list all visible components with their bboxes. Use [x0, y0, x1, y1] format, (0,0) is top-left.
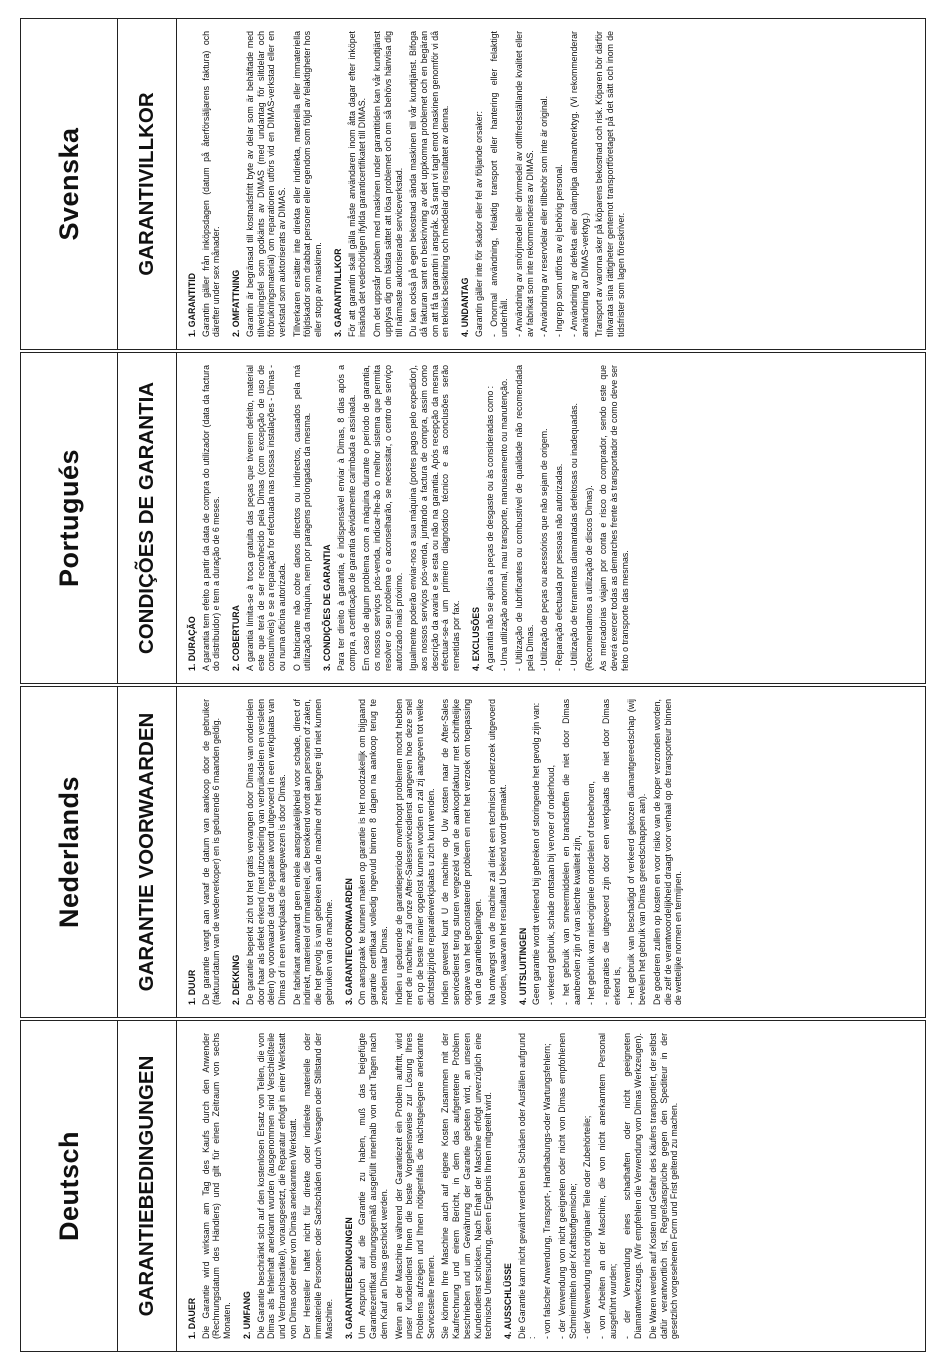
section-body	[177, 19, 626, 349]
clause-paragraph: - von Arbeiten an der Maschine, die von nicht anerkanntem Personal ausgeführt wurden;	[597, 1033, 618, 1339]
language-heading: Deutsch	[21, 1021, 118, 1351]
clause-paragraph: - von falscher Anwendung, Transport-, Handhabungs-oder Wartungsfehlern;	[542, 1043, 553, 1339]
clause-paragraph: Geen garantie wordt verleend bij gebreken of storingende het gevolg zijn van:	[531, 702, 542, 1005]
clause-heading: 1. DUUR	[187, 969, 197, 1005]
section-title: GARANTIEBEDINGUNGEN	[118, 1021, 177, 1351]
clause-paragraph: - Reparação efectuada por pessoas não autorizadas.	[554, 463, 565, 671]
clause-paragraph: As mercadorias viajam por conta e risco do comprador, sendo este que deverá exercer todas as demarches frente às transportador de como deve ser feito o transporte das mesmas.	[598, 365, 630, 671]
clause-paragraph: - Utilização de peças ou acessórios que não sejam de origem.	[539, 428, 550, 671]
section-body	[177, 1021, 680, 1351]
clause-paragraph: A garantia tem efeito a partir da data de compra do utilizador (data da factura do distribuidor) e tem a duração de 6 meses.	[200, 365, 222, 671]
clause-paragraph: Tillverkaren ersätter inte direkta eller indirekta, materiella eller immateriella följdskador som drabbat personer eller egendom som följd av felaktigheter hos eller stopp av maskinen.	[291, 31, 324, 337]
clause-paragraph: - reparaties die uitgevoerd zijn door een werkplaats die niet door Dimas erkend is,	[601, 699, 622, 1005]
clause-paragraph: Om det uppstår problem med maskinen under garantitiden kan vår kundtjänst upplysa dig om bästa sättet att lösa problemet och om så behövs hänvisa dig till närmaste auktoriserade serviceverkstad.	[372, 31, 404, 337]
clause-paragraph: A garantia não se aplica a peças de desgaste ou às consideradas como :	[484, 385, 495, 671]
clause-heading: 3. GARANTIEVOORWAARDEN	[343, 878, 354, 1005]
clause-paragraph: Du kan också på egen bekostnad sända maskinen till vår kundtjänst. Bifoga då fakturan samt en beskrivning av det uppkomna problemet och en begäran om att få ta garantin i anspråk. Så snart vi tagit emot maskinen genomför vi då en teknisk besiktning och meddelar dig resultatet av denna.	[408, 31, 451, 337]
clause-paragraph: Om aanspraak te kunnen maken op garantie is het noodzakelijk om bijgaand garantie certifikaat volledig ingevuld binnen 8 dagen na aankoop terug te zenden naar Dimas.	[357, 699, 389, 1005]
clause-heading: 2. OMFATTNING	[231, 269, 242, 337]
clause-heading: 4. UITSLUITINGEN	[517, 927, 528, 1005]
clause-paragraph: Die Garantie beschränkt sich auf den kostenlosen Ersatz von Teilen, die von Dimas als fehlerhaft anerkannt wurden (ausgenommen sind Verschleißteile und Verbrauchsartikel), vorausgesetzt, die Reparatur erfolgt in einer Werkstatt von Dimas oder einer von Dimas anerkannten Werkstatt.	[255, 1033, 298, 1339]
clause-paragraph: Transport av varorna sker på köparens bekostnad och risk. Köparen bör därför tillvarata sina rättigheter gentemot transportföretaget på det sätt och inom de tidsfrister som lagen föreskriver.	[594, 31, 626, 337]
section-deutsch	[20, 1020, 926, 1352]
clause-paragraph: - der Verwendung von nicht geeigneten oder nicht von Dimas empfohlenen Schmiermitteln oder Kraftstoffgemische;	[556, 1033, 578, 1339]
clause-heading: 2. UMFANG	[241, 1291, 252, 1339]
clause-paragraph: - het gebruik van niet-originele onderdelen of toebehoren,	[586, 781, 597, 1005]
clause-paragraph: Indien gewenst kunt U de machine op Uw kosten naar de After-Sales servicedienst terug sturen vergezeld van de aankoopfaktuur met schriftelijke opgave van het geconstateerde probleem en met het verzoek om toepassing van de garantiebepalingen.	[440, 699, 483, 1005]
language-heading: Portugués	[21, 353, 118, 683]
clause-paragraph: För att garantin skall gälla måste användaren inom åtta dagar efter inköpet insända det vederbörligen ifyllda garanticertifikatet till DIMAS.	[346, 31, 368, 337]
clause-paragraph: - Ingrepp som utförts av ej behörig personal.	[554, 164, 565, 337]
clause-paragraph: Garantin gäller från inköpsdagen (datum på återförsäljarens faktura) och därefter under sex månader.	[200, 31, 222, 337]
clause-heading: 2. DEKKING	[231, 954, 242, 1005]
language-heading: Svenska	[21, 19, 118, 349]
clause-paragraph: - Användning av defekta eller olämpliga diamantverktyg. (Vi rekommenderar användning av DIMAS-verktyg.)	[568, 31, 590, 337]
clause-paragraph: - Uma utilização anormal, mau transporte, manuseamento ou manutenção.	[499, 378, 510, 671]
clause-paragraph: Um Anspruch auf die Garantie zu haben, muß das beigefügte Garantiezertifikat ordnungsgemäß ausgefüllt innerhalb von acht Tagen nach dem Kauf an Dimas geschickt werden.	[357, 1033, 389, 1339]
clause-paragraph: O fabricante não cobre danos directos ou indirectos, causados pela má utilização da máquina, nem por paragens prolongadas da mesma.	[291, 365, 313, 671]
clause-paragraph: Garantin gäller inte för skador eller fel av följande orsaker:	[473, 111, 484, 337]
clause-paragraph: - Användning av smörjmedel eller drivmedel av otillfredsställande kvalitet eller av fabrikat som inte rekommenderas av DIMAS.	[513, 31, 535, 337]
section-nederlands	[20, 686, 926, 1018]
section-title: GARANTIE VOORWAARDEN	[118, 687, 177, 1017]
clause-paragraph: Die Garantie kann nicht gewährt werden bei Schäden oder Ausfällen aufgrund :	[516, 1033, 538, 1339]
clause-paragraph: Sie können Ihre Maschine auch auf eigene Kosten Zusammen mit der Kaufrechnung und einem Bericht, in dem das aufgetretene Problem beschrieben und um Gewährung der Garantie gebeten wird, an unseren Kundendienst schicken. Nach Erhalt der Maschine erfolgt unverzüglich eine technische Untersuchung, deren Ergebnis Ihnen mitgeteilt wird.	[440, 1033, 494, 1339]
clause-paragraph: De fabrikant aanvaardt geen enkele aansprakelijkheid voor schade, direct of indirekt, materieel of immaterieel, die berokkend wordt aan personen of zaken, die het gevolg is van gebreken aan de machine of het langere tijd niet kunnen gebruiken van de machine.	[291, 699, 334, 1005]
clause-paragraph: Die Waren werden auf Kosten und Gefahr des Käufers transportiert, der selbst dafür verantwortlich ist, Regreßansprüche gegen den Spediteur in der gesetzlich vorgesehenen Form und Frist geltend zu machen.	[647, 1033, 680, 1339]
clause-heading: 3. GARANTIEBEDINGUNGEN	[343, 1217, 354, 1339]
clause-heading: 1. GARANTITID	[187, 272, 197, 337]
section-portugués	[20, 352, 926, 684]
section-title: CONDIÇÕES DE GARANTIA	[118, 353, 177, 683]
clause-paragraph: - Utilização de ferramentas diamantadas defeitosas ou inadequadas.	[568, 403, 579, 671]
clause-heading: 4. EXCLUSÕES	[470, 606, 481, 671]
clause-paragraph: Wenn an der Maschine während der Garantiezeit ein Problem auftritt, wird unser Kundendienst Ihnen die beste Vorgehensweise zur Lösung Ihres Problems aufzeigen und Ihnen nötigenfalls die nächstgelegene anerkannte Servicestelle nennen.	[393, 1033, 436, 1339]
clause-paragraph: A garantia limita-se à troca gratuita das peças que tiverem defeito, material este que terá de ser reconhecido pela Dimas (com excepção de uso de consumíveis) e se a reparação for efectuada nas nossas instalações - Dimas - ou numa oficina autorizada.	[244, 365, 288, 671]
clause-paragraph: Igualmente poderão enviar-nos a sua máquina (portes pagos pelo expedidor), aos nossos serviços pós-venda, juntando a factura de compra, assim como descrição da avaria e se esta ou não na garantia. Após recepção da mesma efectuar-se-á um primeiro diagnóstico técnico e as conclusões serão remetidas por fax.	[408, 365, 462, 671]
section-title: GARANTIVILLKOR	[118, 19, 177, 349]
section-svenska	[20, 18, 926, 350]
clause-heading: 3. CONDIÇÕES DE GARANTIA	[322, 544, 333, 671]
clause-paragraph: (Recomendamos a utilização de discos Dimas).	[583, 485, 594, 671]
clause-paragraph: De garantie beperkt zich tot het gratis vervangen door Dimas van onderdelen door haar als defekt erkend (met uitzondering van verbruiksdelen en versleten delen) op voorwaarde dat de reparatie wordt uitgevoerd in een werkplaats van Dimas of in een werkplaats die aangewezen is door Dimas.	[244, 699, 288, 1005]
clause-paragraph: - Användning av reservdelar eller tillbehör som inte är original.	[539, 95, 550, 337]
clause-paragraph: - der Verwendung nicht originaler Teile oder Zubehörteile;	[582, 1115, 593, 1339]
clause-heading: 2. COBERTURA	[231, 605, 242, 671]
clause-paragraph: - Utilização de lubrificantes ou combustível de qualidade não recomendada pela Dimas.	[513, 365, 535, 671]
clause-paragraph: Die Garantie wird wirksam am Tag des Kaufs durch den Anwender (Rechnungsdatum des Händlers) und gilt für einen Zeitraum von sechs Monaten.	[200, 1033, 233, 1339]
clause-paragraph: De garantie vangt aan vanaf de datum van aankoop door de gebruiker (faktuurdatum van de wederverkoper) en is gedurende 6 maanden geldig.	[200, 699, 222, 1005]
clause-paragraph: - Onormal användning, felaktig transport eller hantering eller felaktigt underhåll.	[488, 31, 510, 337]
clause-paragraph: Para ter direito à garantia, é indispensável enviar à Dimas, 8 dias após a compra, a certificação de garantia devidamente carimbada e assinada.	[335, 365, 357, 671]
clause-paragraph: Em caso de algum problema com a máquina durante o período de garantia, os nossos serviços pós-venda, indicar-lhe-ão o melhor sistema que permita resolver o seu problema e o aconselharão, se necessitar, o centro de serviço autorizado mais próximo.	[361, 365, 404, 671]
clause-paragraph: - het gebruik van beschadigd of verkeerd gekozen diamantgereedschap (wij bevelen het gebruik van Dimas gereedschappen aan).	[626, 699, 648, 1005]
section-body	[177, 687, 684, 1017]
clause-paragraph: Garantin är begränsad till kostnadsfritt byte av delar som är behäftade med tillverkningsfel som godkänts av DIMAS (med undantag för slitdelar och förbrukningsmaterial) om reparationen utförs vid en DIMAS-verkstad eller en verkstad som auktoriserats av DIMAS.	[244, 31, 288, 337]
clause-heading: 4. AUSSCHLÜSSE	[502, 1263, 513, 1339]
clause-paragraph: - verkeerd gebruik, schade ontstaan bij vervoer of onderhoud,	[546, 764, 557, 1005]
clause-heading: 4. UNDANTAG	[460, 277, 471, 337]
clause-heading: 1. DURAÇÃO	[187, 616, 197, 671]
language-heading: Nederlands	[21, 687, 118, 1017]
clause-paragraph: Indien u gedurende de garantieperiode onverhoopt problemen mocht hebben met de machine, zal onze After-Salesservicedienst aangeven hoe deze snel en op de beste manier opgelost kunnen worden en zal zij aangeven tot welke dichtstbijzijnde reparatiewerkplaats u zich kunt wenden.	[393, 699, 436, 1005]
clause-paragraph: De goederen zullen op kosten en voor risiko van de koper verzonden worden, die zelf de verantwoordelijkheid draagt voor verhaal op de transporteur binnen de wettelijke normen en termijnen.	[651, 699, 684, 1005]
clause-heading: 3. GARANTIVILLKOR	[332, 248, 343, 337]
clause-paragraph: - het gebruik van smeermiddelen en brandstoffen die niet door Dimas aanbevolen zijn of van slechte kwaliteit zijn,	[560, 699, 582, 1005]
clause-paragraph: Na ontvangst van de machine zal direkt een technisch onderzoek uitgevoerd worden, waarvan het resultaat U bekend wordt gemaakt.	[487, 699, 508, 1005]
clause-paragraph: - der Verwendung eines schadhaften oder nicht geeigneten Diamantwerkzeugs. (Wir empfehlen die Verwendung von Dimas Werkzeugen).	[622, 1033, 644, 1339]
clause-paragraph: Der Hersteller haftet nicht für direkte oder indirekte materielle oder immaterielle Personen- oder Sachschäden durch Versagen oder Stillstand der Maschine.	[302, 1033, 334, 1339]
section-body	[177, 353, 630, 683]
clause-heading: 1. DAUER	[187, 1297, 197, 1339]
